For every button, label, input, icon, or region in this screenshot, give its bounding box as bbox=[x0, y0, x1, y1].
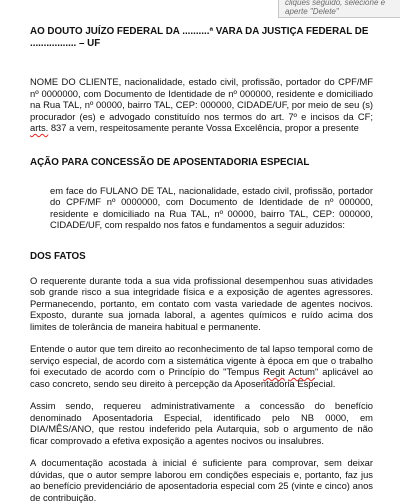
editing-tip-tooltip bbox=[278, 0, 400, 18]
intro-misspelled-word: arts. bbox=[30, 122, 49, 133]
intro-text-a: NOME DO CLIENTE, nacionalidade, estado civil, profissão, portador do CPF/MF nº 0000000, com Documento de Identidade de nº 000000, residente e domiciliado na Rua TAL, nº 00000, bairro TAL, CEP: 000000, CIDADE/UF, por meio de seu (s) procurador (es) e advogado constituído nos termos do art. 7º e incisos da CF; bbox=[30, 76, 373, 122]
facts-paragraph-3: Assim sendo, requereu administrativamente a concessão do benefício denominado Aposentadoria Especial, identificado pelo NB 0000, em DIA/MÊS/ANO, que restou indeferido pela Autarquia, sob o argumento de não ficar comprovado a efetiva exposição a agentes nocivos ou insalubres. bbox=[30, 400, 373, 446]
intro-text-b: 837 a vem, respeitosamente perante Vossa Excelência, propor a presente bbox=[48, 122, 359, 133]
p2-text-a: Entende o autor que tem direito ao reconhecimento de tal lapso temporal como de serviço especial, de acordo com a sistemática vigente à época em que o trabalho foi executado de acordo com o Princípio do "Tempus bbox=[30, 343, 373, 377]
defendant-qualification-paragraph: em face do FULANO DE TAL, nacionalidade, estado civil, profissão, portador do CPF/MF nº 0000000, com Documento de Identidade de nº 000000, residente e domiciliado na Rua TAL, nº 00000, bairro TAL, CEP: 000000, CIDADE/UF, com respaldo nos fatos e fundamentos a seguir aduzidos: bbox=[50, 184, 373, 230]
court-heading-line-1: AO DOUTO JUÍZO FEDERAL DA ..........ª VARA DA JUSTIÇA FEDERAL DE bbox=[30, 26, 369, 37]
court-heading-line-2: ................. – UF bbox=[30, 38, 101, 49]
facts-section-title: DOS FATOS bbox=[30, 250, 86, 262]
tooltip-line-1: cliques seguido, selecione e bbox=[285, 0, 386, 7]
p2-misspelled-actum: Actum bbox=[288, 366, 315, 377]
p2-misspelled-regit: Regit bbox=[263, 366, 286, 377]
p2-text-b: " aplicável ao caso concreto, sendo seu direito à percepção da Aposentadoria Especial. bbox=[30, 366, 373, 389]
action-title: AÇÃO PARA CONCESSÃO DE APOSENTADORIA ESPECIAL bbox=[30, 156, 310, 168]
facts-paragraph-1: O requerente durante toda a sua vida profissional desempenhou suas atividades sob grande risco a sua integridade física e a exposição de agentes agressores. Permanecendo, portanto, em contato com vasta variedade de agentes nocivos. Exposto, durante sua jornada laboral, a agentes químicos e ruído acima dos limites de tolerância de maneira habitual e permanente. bbox=[30, 274, 373, 332]
court-heading bbox=[30, 26, 373, 50]
facts-paragraph-4: A documentação acostada à inicial é suficiente para comprovar, sem deixar dúvidas, que o autor sempre laborou em condições especiais e, portanto, faz jus ao benefício previdenciário de aposentadoria especial com 25 (vinte e cinco) anos de contribuição. bbox=[30, 457, 373, 503]
client-qualification-paragraph bbox=[30, 76, 373, 134]
facts-paragraph-2 bbox=[30, 343, 373, 389]
tooltip-line-2: aperte "Delete" bbox=[285, 7, 339, 16]
document-body bbox=[30, 26, 373, 503]
